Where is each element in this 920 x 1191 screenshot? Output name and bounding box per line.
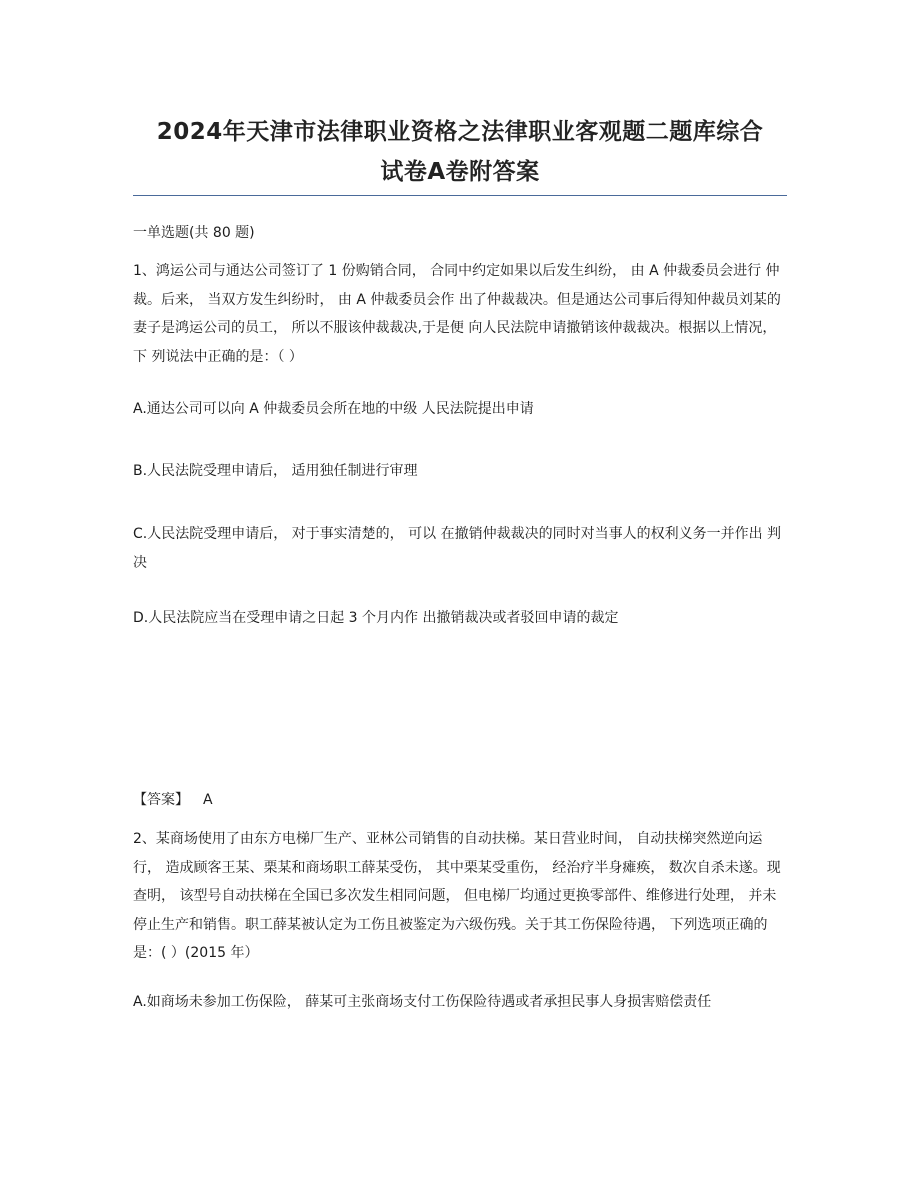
document-title-line-1: 2024年天津市法律职业资格之法律职业客观题二题库综合 (156, 119, 764, 145)
question-1-stem: 1、鸿运公司与通达公司签订了 1 份购销合同， 合同中约定如果以后发生纠纷， 由 A 仲裁委员会进行 仲裁。后来， 当双方发生纠纷时， 由 A 仲裁委员会作 出了仲裁裁决。但是通达公司事后得知仲裁员刘某的 妻子是鸿运公司的员工， 所以不服该仲裁裁决,于是便 向人民法院申请撤销该仲裁裁决。根据以上情况， 下 列说法中正确的是：（ ） (133, 263, 781, 365)
question-1-option-c: C.人民法院受理申请后， 对于事实清楚的， 可以 在撤销仲裁裁决的同时对当事人的权利义务一并作出 判决 (133, 526, 782, 571)
document-title-line-2: 试卷A卷附答案 (380, 159, 540, 185)
document-title (110, 112, 810, 192)
question-2-stem: 2、某商场使用了由东方电梯厂生产、亚林公司销售的自动扶梯。某日营业时间， 自动扶梯突然逆向运行， 造成顾客王某、栗某和商场职工薛某受伤， 其中栗某受重伤， 经治疗半身瘫痪， 数次自杀未遂。现查明， 该型号自动扶梯在全国已多次发生相同问题， 但电梯厂均通过更换零部件、维修进行处理， 并未停止生产和销售。职工薛某被认定为工伤且被鉴定为六级伤残。关于其工伤保险待遇， 下列选项正确的是：( ）(2015 年） (133, 831, 781, 961)
title-divider (133, 195, 787, 196)
answer-value: A (203, 792, 213, 808)
section-heading: 一单选题(共 80 题) (133, 225, 255, 241)
question-1-option-a: A.通达公司可以向 A 仲裁委员会所在地的中级 人民法院提出申请 (133, 401, 534, 417)
question-1-option-d: D.人民法院应当在受理申请之日起 3 个月内作 出撤销裁决或者驳回申请的裁定 (133, 610, 619, 626)
question-2-option-a: A.如商场未参加工伤保险， 薛某可主张商场支付工伤保险待遇或者承担民事人身损害赔偿责任 (133, 994, 712, 1010)
answer-label: 【答案】 (133, 792, 189, 808)
question-1-option-b: B.人民法院受理申请后， 适用独任制进行审理 (133, 463, 418, 479)
question-1-answer (133, 786, 787, 815)
